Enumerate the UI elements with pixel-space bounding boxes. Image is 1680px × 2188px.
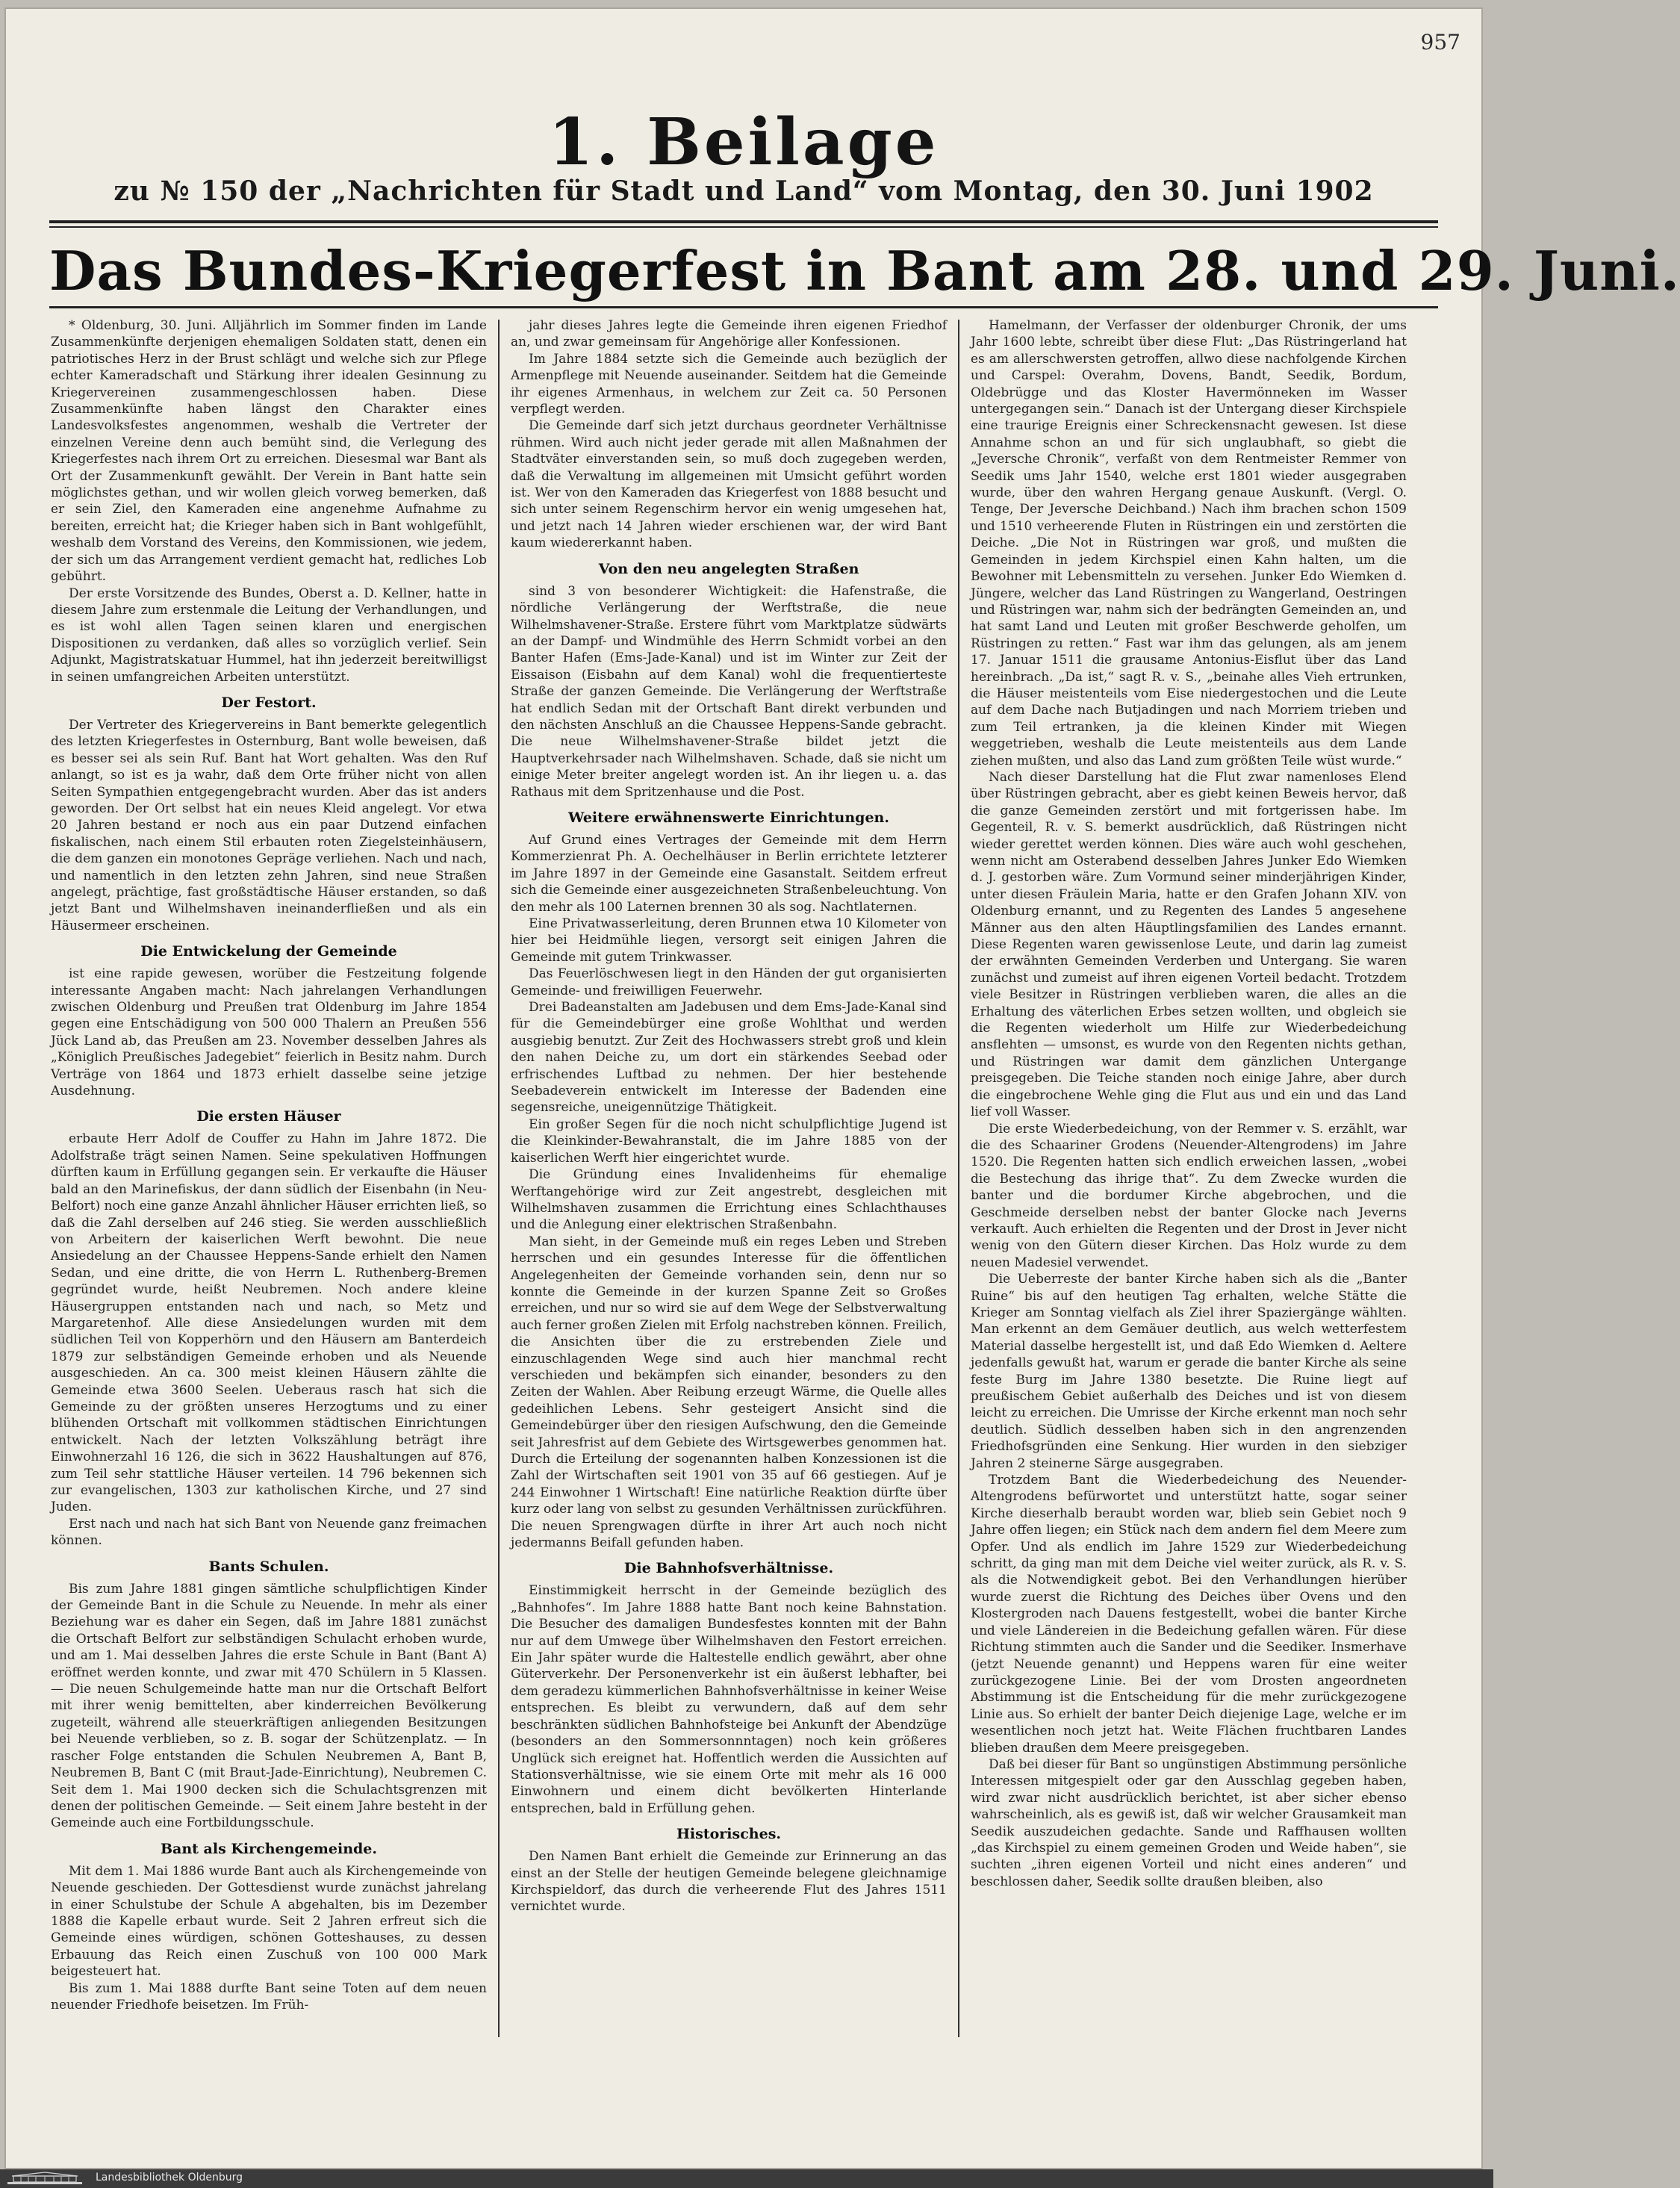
text-column-2 — [511, 317, 947, 2050]
paragraph: Die Gründung eines Invalidenheims für ehemalige Werftangehörige wird zur Zeit angestrebt, desgleichen mit Wilhelmshaven zusammen die Errichtung eines Schlachthauses und die Anlegung einer elektrischen Straßenbahn. — [511, 1167, 947, 1233]
section-heading: Bant als Kirchengemeinde. — [160, 1840, 378, 1857]
top-rule — [49, 220, 1438, 223]
paragraph: Die Ueberreste der banter Kirche haben sich als die „Banter Ruine“ bis auf den heutigen Tag erhalten, welche Stätte die Krieger am Sonntag vielfach als Ziel ihrer Spaziergänge wählten. Man erkennt an dem Gemäuer deutlich, aus welch wetterfestem Material dasselbe hergestellt ist, und daß Edo Wiemken d. Aeltere jedenfalls gewußt hat, warum er gerade die banter Kirche als seine feste Burg im Jahre 1380 besetzte. Die Ruine liegt auf preußischem Gebiet außerhalb des Deiches und ist von diesem leicht zu erreichen. Die Umrisse der Kirche erkennt man noch sehr deutlich. Südlich desselben haben sich in den angrenzenden Friedhofsgründen eine Senkung. Hier wurden in den siebziger Jahren 2 steinerne Särge ausgegraben. — [971, 1272, 1407, 1471]
footer-label: Landesbibliothek Oldenburg — [96, 2172, 243, 2184]
paragraph: * Oldenburg, 30. Juni. Alljährlich im Sommer finden im Lande Zusammenkünfte derjenigen ehemaligen Soldaten statt, denen ein patriotisches Herz in der Brust schlägt und welche sich zur Pflege echter Kameradschaft und Stärkung ihrer idealen Gesinnung zu Kriegervereinen zusammengeschlossen haben. Diese Zusammenkünfte haben längst den Charakter eines Landesvolksfestes angenommen, weshalb die Vertreter der einzelnen Vereine denn auch bemüht sind, die Verlegung des Kriegerfestes nach ihrem Ort zu erreichen. Diesesmal war Bant als Ort der Zusammenkunft gewählt. Der Verein in Bant hatte sein möglichstes gethan, und wir wollen gleich vorweg bemerken, daß er sein Ziel, den Kameraden eine angenehme Aufnahme zu bereiten, erreicht hat; die Krieger haben sich in Bant wohlgefühlt, weshalb dem Vorstand des Vereins, den Kommissionen, wie jedem, der sich um das Arrangement verdient gemacht hat, redliches Lob gebührt. — [51, 318, 487, 585]
footer-bar — [0, 2169, 1493, 2188]
supplement-title: 1. Beilage — [548, 105, 939, 180]
section-heading: Historisches. — [676, 1826, 782, 1843]
section-heading: Von den neu angelegten Straßen — [598, 560, 859, 577]
newspaper-page — [4, 7, 1680, 2169]
library-building-icon — [6, 2172, 84, 2186]
column-divider — [958, 320, 959, 2037]
paragraph: Hamelmann, der Verfasser der oldenburger Chronik, der ums Jahr 1600 lebte, schreibt über diese Flut: „Das Rüstringerland hat es am allerschwersten getroffen, allwo diese nachfolgende Kirchen und Carspel: Overahm, Dovens, Bandt, Seedik, Bordum, Oldebrügge und das Kloster Havermönneken im Wasser untergegangen sein.“ Danach ist der Untergang dieser Kirchspiele eine traurige Ereignis einer Schreckensnacht gewesen. Ist diese Annahme schon an und für sich unglaubhaft, so giebt die „Jeversche Chronik“, verfaßt von dem Rentmeister Remmer von Seedik ums Jahr 1540, welche erst 1801 wieder ausgegraben wurde, über den wahren Hergang genaue Auskunft. (Vergl. O. Tenge, Der Jeversche Deichband.) Nach ihm brachen schon 1509 und 1510 verheerende Fluten in Rüstringen ein und zerstörten die Deiche. „Die Not in Rüstringen war groß, und mußten die Gemeinden in jedem Kirchspiel einen Kahn halten, um die Bewohner mit Lebensmitteln zu versehen. Junker Edo Wiemken d. Jüngere, welcher das Land Rüstringen zu Wangerland, Oestringen und Rüstringen war, nahm sich der bedrängten Gemeinden an, und hat samt Land und Leuten mit großer Beschwerde geholfen, um Rüstringen zu retten.“ Fast war ihm das gelungen, als am jenem 17. Januar 1511 die grausame Antonius-Eisflut über das Land hereinbrach. „Da ist,“ sagt R. v. S., „beinahe alles Vieh ertrunken, die Häuser meistenteils vom Eise niedergestochen und die Leute auf dem Dache nach Butjadingen und nach Morriem trieben und zum Teil ertranken, ja die kleinen Kinder mit Wiegen weggetrieben, weshalb die Leute meistenteils aus dem Lande ziehen mußten, und also das Land zum größten Teile wüst wurde.“ — [971, 318, 1407, 768]
headline-rule — [49, 306, 1438, 308]
section-heading: Die ersten Häuser — [196, 1108, 341, 1125]
paragraph: Trotzdem Bant die Wiederbedeichung des Neuender-Altengrodens befürwortet und unterstützt hatte, sogar seiner Kirche dieserhalb beraubt worden war, blieb sein Gebiet noch 9 Jahre offen liegen; ein Stück nach dem andern fiel dem Meere zum Opfer. Und als endlich im Jahre 1529 zur Wiederbedeichung schritt, da ging man mit dem Deiche viel weiter zurück, als R. v. S. als die Notwendigkeit gebot. Bei den Verhandlungen hierüber wurde zuerst die Richtung des Deiches über Ovens und den Klostergroden nach Dauens festgestellt, wobei die banter Kirche und viele Ländereien in die Bedeichung gefallen wären. Für diese Richtung stimmten auch die Sander und die Seediker. Insmerhave (jetzt Neuende genannt) und Heppens waren für eine weiter zurückgezogene Linie. Bei der vom Drosten angeordneten Abstimmung ist die Entscheidung für die mehr zurückgezogene Linie aus. So erhielt der banter Deich diejenige Lage, welche er im wesentlichen noch jetzt hat. Weite Flächen fruchtbaren Landes blieben draußen dem Meere preisgegeben. — [971, 1473, 1407, 1756]
paragraph: ist eine rapide gewesen, worüber die Festzeitung folgende interessante Angaben macht: Nach jahrelangen Verhandlungen zwischen Oldenburg und Preußen trat Oldenburg im Jahre 1854 gegen eine Entschädigung von 500 000 Thalern an Preußen 556 Jück Land ab, das Preußen am 23. November desselben Jahres als „Königlich Preußisches Jadegebiet“ feierlich in Besitz nahm. Durch Verträge von 1864 und 1873 erhielt dasselbe seine jetzige Ausdehnung. — [51, 966, 487, 1099]
text-column-1 — [51, 317, 487, 2050]
paragraph: Eine Privatwasserleitung, deren Brunnen etwa 10 Kilometer von hier bei Heidmühle liegen, versorgt seit einigen Jahren die Gemeinde mit gutem Trinkwasser. — [511, 916, 947, 965]
paragraph: Das Feuerlöschwesen liegt in den Händen der gut organisierten Gemeinde- und freiwilligen Feuerwehr. — [511, 966, 947, 998]
section-heading: Bants Schulen. — [208, 1558, 329, 1575]
paragraph: sind 3 von besonderer Wichtigkeit: die Hafenstraße, die nördliche Verlängerung der Werftstraße, die neue Wilhelmshavener-Straße. Erstere führt vom Marktplatze südwärts an der Dampf- und Windmühle des Herrn Schmidt vorbei an den Banter Hafen (Ems-Jade-Kanal) und ist im Winter zur Zeit der Eissaison (Eisbahn auf dem Kanal) wohl die frequentierteste Straße der ganzen Gemeinde. Die Verlängerung der Werftstraße hat endlich Sedan mit der Ortschaft Bant direkt verbunden und den nächsten Anschluß an die Chaussee Heppens-Sande gebracht. Die neue Wilhelmshavener-Straße bildet jetzt die Hauptverkehrsader nach Wilhelmshaven. Schade, daß sie nicht um einige Meter breiter angelegt worden ist. An ihr liegen u. a. das Rathaus mit dem Spritzenhause und die Post. — [511, 583, 947, 800]
paragraph: jahr dieses Jahres legte die Gemeinde ihren eigenen Friedhof an, und zwar gemeinsam für Angehörige aller Konfessionen. — [511, 318, 947, 350]
section-heading: Die Bahnhofsverhältnisse. — [623, 1560, 834, 1577]
paragraph: Bis zum 1. Mai 1888 durfte Bant seine Toten auf dem neuen neuender Friedhofe beisetzen. Im Früh- — [51, 1980, 487, 2013]
paragraph: Die erste Wiederbedeichung, von der Remmer v. S. erzählt, war die des Schaariner Grodens (Neuender-Altengrodens) im Jahre 1520. Die Regenten hatten sich endlich erweichen lassen, „wobei die Bestechung das ihrige that“. Zu dem Zwecke wurden die banter und die bordumer Kirche abgebrochen, und die Geschmeide derselben nebst der banter Glocke nach Jeverns verkauft. Auch erhielten die Regenten und der Drost in Jever nicht wenig von den Gütern dieser Kirchen. Das Holz wurde zu dem neuen Madesiel verwendet. — [971, 1121, 1407, 1270]
text-column-3 — [971, 317, 1407, 2050]
paragraph: Den Namen Bant erhielt die Gemeinde zur Erinnerung an das einst an der Stelle der heutigen Gemeinde belegene gleichnamige Kirchspieldorf, das durch die verheerende Flut des Jahres 1511 vernichtet wurde. — [511, 1849, 947, 1915]
paragraph: Einstimmigkeit herrscht in der Gemeinde bezüglich des „Bahnhofes“. Im Jahre 1888 hatte Bant noch keine Bahnstation. Die Besucher des damaligen Bundesfestes konnten mit der Bahn nur auf dem Umwege über Wilhelmshaven den Festort erreichen. Ein Jahr später wurde die Haltestelle endlich gewährt, aber ohne Güterverkehr. Der Personenverkehr ist ein äußerst lebhafter, bei dem geradezu kümmerlichen Bahnhofsverhältnisse in keiner Weise entsprechen. Es bleibt zu verwundern, daß auf dem sehr beschränkten südlichen Bahnhofsteige bei Ankunft der Abendzüge (besonders an den Sommersonnntagen) noch kein größeres Unglück sich ereignet hat. Hoffentlich werden die Aussichten auf Stationsverhältnisse, wie sie einem Orte mit mehr als 16 000 Einwohnern und einem dicht bevölkerten Hinterlande entsprechen, bald in Erfüllung gehen. — [511, 1583, 947, 1816]
section-heading: Die Entwickelung der Gemeinde — [140, 943, 397, 960]
paragraph: Der erste Vorsitzende des Bundes, Oberst a. D. Kellner, hatte in diesem Jahre zum erstenmale die Leitung der Verhandlungen, und es ist wohl allen Tagen seinen klaren und energischen Dispositionen zu verdanken, daß alles so vorzüglich verlief. Sein Adjunkt, Magistratskatuar Hummel, hat ihn jederzeit bereitwilligst in seinen umfangreichen Arbeiten unterstützt. — [51, 585, 487, 685]
supplement-subtitle: zu № 150 der „Nachrichten für Stadt und Land“ vom Montag, den 30. Juni 1902 — [113, 175, 1374, 207]
paragraph: Erst nach und nach hat sich Bant von Neuende ganz freimachen können. — [51, 1516, 487, 1549]
top-rule-thin — [49, 226, 1438, 228]
paragraph: Bis zum Jahre 1881 gingen sämtliche schulpflichtigen Kinder der Gemeinde Bant in die Schule zu Neuende. In mehr als einer Beziehung war es daher ein Segen, daß im Jahre 1881 zunächst die Ortschaft Belfort zur selbständigen Schulacht erhoben wurde, und am 1. Mai desselben Jahres die erste Schule in Bant (Bant A) eröffnet werden konnte, und zwar mit 470 Schülern in 5 Klassen. — Die neuen Schulgemeinde hatte man nur die Ortschaft Belfort mit ihrer wenig bemittelten, aber kinderreichen Bevölkerung zugeteilt, während alle steuerkräftigen anliegenden Besitzungen bei Neuende verblieben, so z. B. sogar der Schützenplatz. — In rascher Folge entstanden die Schulen Neubremen A, Bant B, Neubremen B, Bant C (mit Braut-Jade-Einrichtung), Neubremen C. Seit dem 1. Mai 1900 decken sich die Schulachtsgrenzen mit denen der politischen Gemeinde. — Seit einem Jahre besteht in der Gemeinde auch eine Fortbildungsschule. — [51, 1581, 487, 1831]
paragraph: Daß bei dieser für Bant so ungünstigen Abstimmung persönliche Interessen mitgespielt oder gar den Ausschlag gegeben haben, wird zwar nicht ausdrücklich berichtet, ist aber sicher ebenso wahrscheinlich, als es gewiß ist, daß wir welcher Grausamkeit man Seedik auszudeichen gedachte. Sande und Raffhausen wollten „das Kirchspiel zu einem gemeinen Groden und Weide haben“, sie suchten „ihren eigenen Vorteil und nicht eines anderen“ und beschlossen daher, Seedik sollte draußen bleiben, also — [971, 1756, 1407, 1889]
paragraph: Nach dieser Darstellung hat die Flut zwar namenloses Elend über Rüstringen gebracht, aber es giebt keinen Beweis hervor, daß die ganze Gemeinden zerstört und mit fortgerissen habe. Im Gegenteil, R. v. S. bemerkt ausdrücklich, daß Rüstringen nicht wieder gerettet werden können. Dies wäre auch wohl geschehen, wenn nicht am Osterabend desselben Jahres Junker Edo Wiemken d. J. gestorben wäre. Zum Vormund seiner minderjährigen Kinder, unter diesen Fräulein Maria, hatte er den Grafen Johann XIV. von Oldenburg ernannt, und zu Regenten des Landes 5 angesehene Männer aus den alten Häuptlingsfamilien des Landes ernannt. Diese Regenten waren gewissenlose Leute, und darin lag zumeist der erwähnten Gemeinden Verderben und Untergang. Sie waren zunächst und zumeist auf ihren eigenen Vorteil bedacht. Trotzdem viele Besitzer in Rüstringen verblieben waren, die alles an die Erhaltung des väterlichen Erbes setzen wollten, und obgleich sie die Regenten wiederholt um Hilfe zur Wiederbedeichung ansflehten — umsonst, es wurde von den Regenten nichts gethan, und Rüstringen war damit dem gänzlichen Untergange preisgegeben. Die Teiche standen noch einige Jahre, aber durch die eingebrochene Wehle ging die Flut aus und ein und das Land lief voll Wasser. — [971, 769, 1407, 1120]
section-heading: Weitere erwähnenswerte Einrichtungen. — [568, 809, 889, 826]
paragraph: Man sieht, in der Gemeinde muß ein reges Leben und Streben herrschen und ein gesundes Interesse für die öffentlichen Angelegenheiten der Gemeinde vorhanden sein, denn nur so konnte die Gemeinde in der kurzen Spanne Zeit so Großes erreichen, und nur so wird sie auf dem Wege der Selbstverwaltung auch ferner großen Zielen mit Erfolg nachstreben können. Freilich, die Ansichten über die zu erstrebenden Ziele und einzuschlagenden Wege sind auch hier manchmal recht verschieden und bekämpfen sich einander, besonders zu den Zeiten der Wahlen. Aber Reibung erzeugt Wärme, die Quelle alles gedeihlichen Lebens. Sehr gesteigert Ansicht sind die Gemeindebürger über den riesigen Aufschwung, den die Gemeinde seit Jahresfrist auf dem Gebiete des Wirtsgewerbes genommen hat. Durch die Erteilung der sogenannten halben Konzessionen ist die Zahl der Wirtschaften seit 1901 von 35 auf 66 gestiegen. Auf je 244 Einwohner 1 Wirtschaft! Eine natürliche Reaktion dürfte über kurz oder lang von selbst zu gesunden Verhältnissen zurückführen. Die neuen Sprengwagen dürfte in ihrer Art auch noch nicht jedermanns Beifall gefunden haben. — [511, 1234, 947, 1551]
paragraph: Die Gemeinde darf sich jetzt durchaus geordneter Verhältnisse rühmen. Wird auch nicht jeder gerade mit allen Maßnahmen der Stadtväter einverstanden sein, so muß doch zugegeben werden, daß die Verwaltung im allgemeinen mit Umsicht geführt worden ist. Wer von den Kameraden das Kriegerfest von 1888 besucht und sich unter seinem Regenschirm hervor ein wenig umgesehen hat, und jetzt nach 14 Jahren wieder erschienen war, der wird Bant kaum wiedererkannt haben. — [511, 418, 947, 551]
column-divider — [498, 320, 500, 2037]
paragraph: Drei Badeanstalten am Jadebusen und dem Ems-Jade-Kanal sind für die Gemeindebürger eine große Wohlthat und werden ausgiebig benutzt. Zur Zeit des Hochwassers strebt groß und klein den nahen Deiche zu, um dort ein stärkendes Seebad oder erfrischendes Luftbad zu nehmen. Der hier bestehende Seebadeverein entwickelt im Interesse der Badenden eine segensreiche, uneigennützige Thätigkeit. — [511, 1000, 947, 1116]
paragraph: Der Vertreter des Kriegervereins in Bant bemerkte gelegentlich des letzten Kriegerfestes in Osternburg, Bant wolle beweisen, daß es besser sei als sein Ruf. Bant hat Wort gehalten. Was den Ruf anlangt, so ist es ja wahr, daß dem Orte früher nicht von allen Seiten Sympathien entgegengebracht wurden. Aber das ist anders geworden. Der Ort selbst hat ein neues Kleid angelegt. Vor etwa 20 Jahren bestand er noch aus ein paar Dutzend einfachen fiskalischen, nach einem Stil erbauten roten Ziegelsteinhäusern, die dem ganzen ein monotones Gepräge verliehen. Nach und nach, und namentlich in den letzten zehn Jahren, sind neue Straßen angelegt, prächtige, fast großstädtische Häuser erstanden, so daß jetzt Bant und Wilhelmshaven ineinanderfließen und als ein Häusermeer erscheinen. — [51, 717, 487, 933]
paragraph: Mit dem 1. Mai 1886 wurde Bant auch als Kirchengemeinde von Neuende geschieden. Der Gottesdienst wurde zunächst jahrelang in einer Schulstube der Schule A abgehalten, bis im Dezember 1888 die Kapelle erbaut wurde. Seit 2 Jahren erfreut sich die Gemeinde eines würdigen, schönen Gotteshauses, zu dessen Erbauung das Reich einen Zuschuß von 100 000 Mark beigesteuert hat. — [51, 1863, 487, 1980]
section-heading: Der Festort. — [221, 694, 317, 711]
page-number: 957 — [1420, 30, 1460, 55]
paragraph: Auf Grund eines Vertrages der Gemeinde mit dem Herrn Kommerzienrat Ph. A. Oechelhäuser in Berlin errichtete letzterer im Jahre 1897 in der Gemeinde eine Gasanstalt. Seitdem erfreut sich die Gemeinde einer ausgezeichneten Straßenbeleuchtung. Von den mehr als 100 Laternen brennen 30 als sog. Nachtlaternen. — [511, 832, 947, 915]
paragraph: erbaute Herr Adolf de Couffer zu Hahn im Jahre 1872. Die Adolfstraße trägt seinen Namen. Seine spekulativen Hoffnungen dürften kaum in Erfüllung gegangen sein. Er verkaufte die Häuser bald an den Marinefiskus, der dann südlich der Eisenbahn (in Neu-Belfort) noch eine ganze Anzahl ähnlicher Häuser errichten ließ, so daß die Zahl derselben auf 246 stieg. Sie werden ausschließlich von Arbeitern der kaiserlichen Werft bewohnt. Die neue Ansiedelung an der Chaussee Heppens-Sande erhielt den Namen Sedan, und eine dritte, die von Herrn L. Ruthenberg-Bremen gegründet wurde, heißt Neubremen. Noch andere kleine Häusergruppen entstanden nach und nach, so Metz und Margaretenhof. Alle diese Ansiedelungen wurden mit dem südlichen Teil von Kopperhörn und den Häusern am Banterdeich 1879 zur selbständigen Gemeinde erhoben und als Neuende ausgeschieden. An ca. 300 meist kleinen Häusern zählte die Gemeinde etwa 3600 Seelen. Ueberaus rasch hat sich die Gemeinde zu der größten unseres Herzogtums und zu einer blühenden Ortschaft mit vollkommen städtischen Einrichtungen entwickelt. Nach der letzten Volkszählung beträgt ihre Einwohnerzahl 16 126, die sich in 3622 Haushaltungen auf 876, zum Teil sehr stattliche Häuser verteilen. 14 796 bekennen sich zur evangelischen, 1303 zur katholischen Kirche, und 27 sind Juden. — [51, 1131, 487, 1515]
paragraph: Im Jahre 1884 setzte sich die Gemeinde auch bezüglich der Armenpflege mit Neuende auseinander. Seitdem hat die Gemeinde ihr eigenes Armenhaus, in welchem zur Zeit ca. 50 Personen verpflegt werden. — [511, 351, 947, 417]
paragraph: Ein großer Segen für die noch nicht schulpflichtige Jugend ist die Kleinkinder-Bewahranstalt, die im Jahre 1885 von der kaiserlichen Werft hier eingerichtet wurde. — [511, 1116, 947, 1166]
article-headline: Das Bundes-Kriegerfest in Bant am 28. und 29. Juni. — [49, 239, 1680, 302]
